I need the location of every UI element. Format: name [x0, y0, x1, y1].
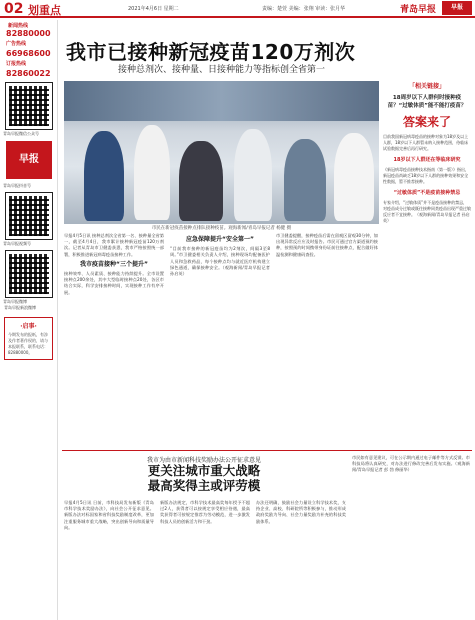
paper-logo-badge: 早报 [442, 1, 472, 15]
photo-figure [334, 133, 374, 221]
secondary-headline [64, 463, 344, 493]
related-section-heading: “过敏体质”不是疫苗接种禁忌 [393, 190, 461, 196]
photo-background [64, 81, 379, 121]
qr-code[interactable] [6, 83, 52, 129]
related-tag: 「相关链接」 [408, 83, 445, 90]
article-column [170, 233, 270, 277]
phone-label: 订报热线 [6, 61, 27, 67]
logo-block: 早报 [6, 141, 52, 179]
related-links-column [383, 81, 471, 451]
notice-box [4, 317, 53, 360]
paragraph: “目前我市接种的新冠疫苗均为2剂次，间隔3至8周。”市卫健委相关负责人介绍，接种现场均配备医护人员和急救药品，每个接种点均与就近医疗机构建立绿色通道，确保接种安全。（观海新闻/青岛早报记者 孙启英） [170, 246, 270, 277]
masthead [0, 0, 475, 18]
photo-figure [134, 125, 170, 220]
qr-code[interactable] [6, 193, 52, 239]
qr-caption: 青岛早报微博 [3, 299, 27, 304]
phone-line: 66968600 [6, 49, 51, 58]
headline-line: 最高奖得主或评劳模 [147, 478, 261, 493]
paragraph: 早报4月5日讯 接种总剂次全省第一名、接种量全省第一，截至4月4日，我市累计接种新冠疫苗120万剂次。记者从青岛市卫健委获悉，我市严格按照统一部署，积极推进新冠病毒疫苗接种工作。 [64, 233, 164, 257]
issue-date: 2021年4月6日 星期二 [128, 6, 179, 12]
page-number: 02 [4, 1, 24, 17]
section-title: 划重点 [28, 4, 61, 17]
paper-logo: 青岛早报 [400, 5, 437, 15]
related-body: 《新冠病毒疫苗接种技术指南（第一版）》指出，新冠疫苗尚缺乏18岁以下人群的接种效果和安全性数据，暂不推荐接种。 [383, 167, 469, 184]
article-column [64, 233, 164, 296]
phone-line: 82860022 [6, 69, 51, 78]
related-question: 18周岁以下人群何时接种疫苗？“过敏体质”能不能打疫苗？ [387, 95, 467, 109]
notice-title: ·启事· [20, 323, 37, 330]
related-section-heading: 18岁以下人群还在等临床研究 [393, 157, 461, 163]
section-heading: 我市疫苗接种“三个提升” [80, 260, 148, 268]
photo-figure [284, 139, 326, 221]
qr-caption: 青岛早报微信公众号 [3, 131, 39, 136]
editors-credit: 责编：楚萱 美编：张翔 审读：张月华 [262, 6, 346, 12]
headline-line: 更关注城市重大战略 [147, 463, 261, 478]
main-headline: 我市已接种新冠疫苗120万剂次 [66, 40, 356, 64]
section-heading: 应急保障提升“安全第一” [186, 236, 254, 243]
article-column: 早报4月5日讯 日前，市科技局发布新版《青岛市科学技术奖励办法》，向社会公开征求意见。新版办法对标国家和省科技奖励制度改革，更加注重服务城市重大战略，突出创新导向和质量导向。 [64, 500, 154, 530]
weibo-caption: 青岛早报新浪微博 [4, 305, 36, 310]
qr-caption: 青岛早报视频号 [3, 241, 31, 246]
secondary-kicker: 我市为由市新闻科技奖励办法公开征求意见 [146, 457, 261, 464]
phone-line: 82880000 [6, 29, 51, 38]
vaccination-photo [64, 81, 379, 224]
related-body: 目前我国新冠病毒疫苗的接种对象为18岁及以上人群，18岁以下人群暂未纳入接种范围，待临床试验数据完善后再行研究。 [383, 134, 469, 151]
article-column: 办法还明确，鼓励社会力量设立科学技术奖，支持企业、高校、科研院所等积极参与，推动形成政府奖励为导向、社会力量奖励为补充的科技奖励体系。 [256, 500, 346, 524]
photo-figure [234, 129, 272, 221]
logo-caption: 青岛早报抖音号 [3, 183, 31, 188]
article-column: 市民如有意见建议，可在公示期内通过电子邮件等方式反馈。市科技局将认真研究，对办法进行修改完善后发布实施。（观海新闻/青岛早报记者 彭 勃 修丽华） [352, 455, 470, 473]
qr-code[interactable] [6, 251, 52, 297]
paragraph: 接种效率、人员素质、接种能力持续提升。全市设置接种点200余处，其中大型临时接种点20处，各区市结合实际，科学安排接种时间，实现接种工作有序开展。 [64, 271, 164, 295]
sidebar [0, 20, 58, 620]
photo-figure [84, 131, 124, 221]
notice-text: 今期发布的报纸，有涉及作者著作权的，请与本报联系，联系电话：82880000。 [8, 332, 48, 355]
photo-caption: 市民在新冠疫苗接种点排队接种疫苗。观海新闻/青岛早报记者 杨健 摄 [151, 226, 292, 231]
hotline-title: 新闻热线 [8, 23, 29, 29]
related-body: 专家介绍，“过敏体质”并不是疫苗接种的禁忌，对疫苗成分过敏或既往接种同类疫苗出现严重过敏反应者不宜接种。（观海新闻/青岛早报记者 孙启英） [383, 200, 471, 223]
related-answer-title: 答案来了 [402, 115, 451, 129]
photo-figure [179, 141, 223, 221]
paragraph: 市卫健委提醒，接种疫苗后需在留观区留观30分钟，如出现异常反应应及时报告。市民可通过官方渠道预约接种，按照预约时间携带身份证前往接种点，配合做好体温检测和健康码查验。 [276, 233, 378, 257]
main-subhead: 接种总剂次、接种量、日接种能力等指标创全省第一 [118, 65, 326, 75]
article-column [276, 233, 378, 258]
section-divider [62, 450, 472, 451]
article-column: 新版办法规定，市科学技术最高奖每年授予不超过2人，获得者可以按规定享受相应待遇，最高奖获得者可按规定推荐为劳动模范，进一步激发科技人员的创新活力和干劲。 [160, 500, 250, 524]
phone-label: 广告热线 [6, 41, 27, 47]
